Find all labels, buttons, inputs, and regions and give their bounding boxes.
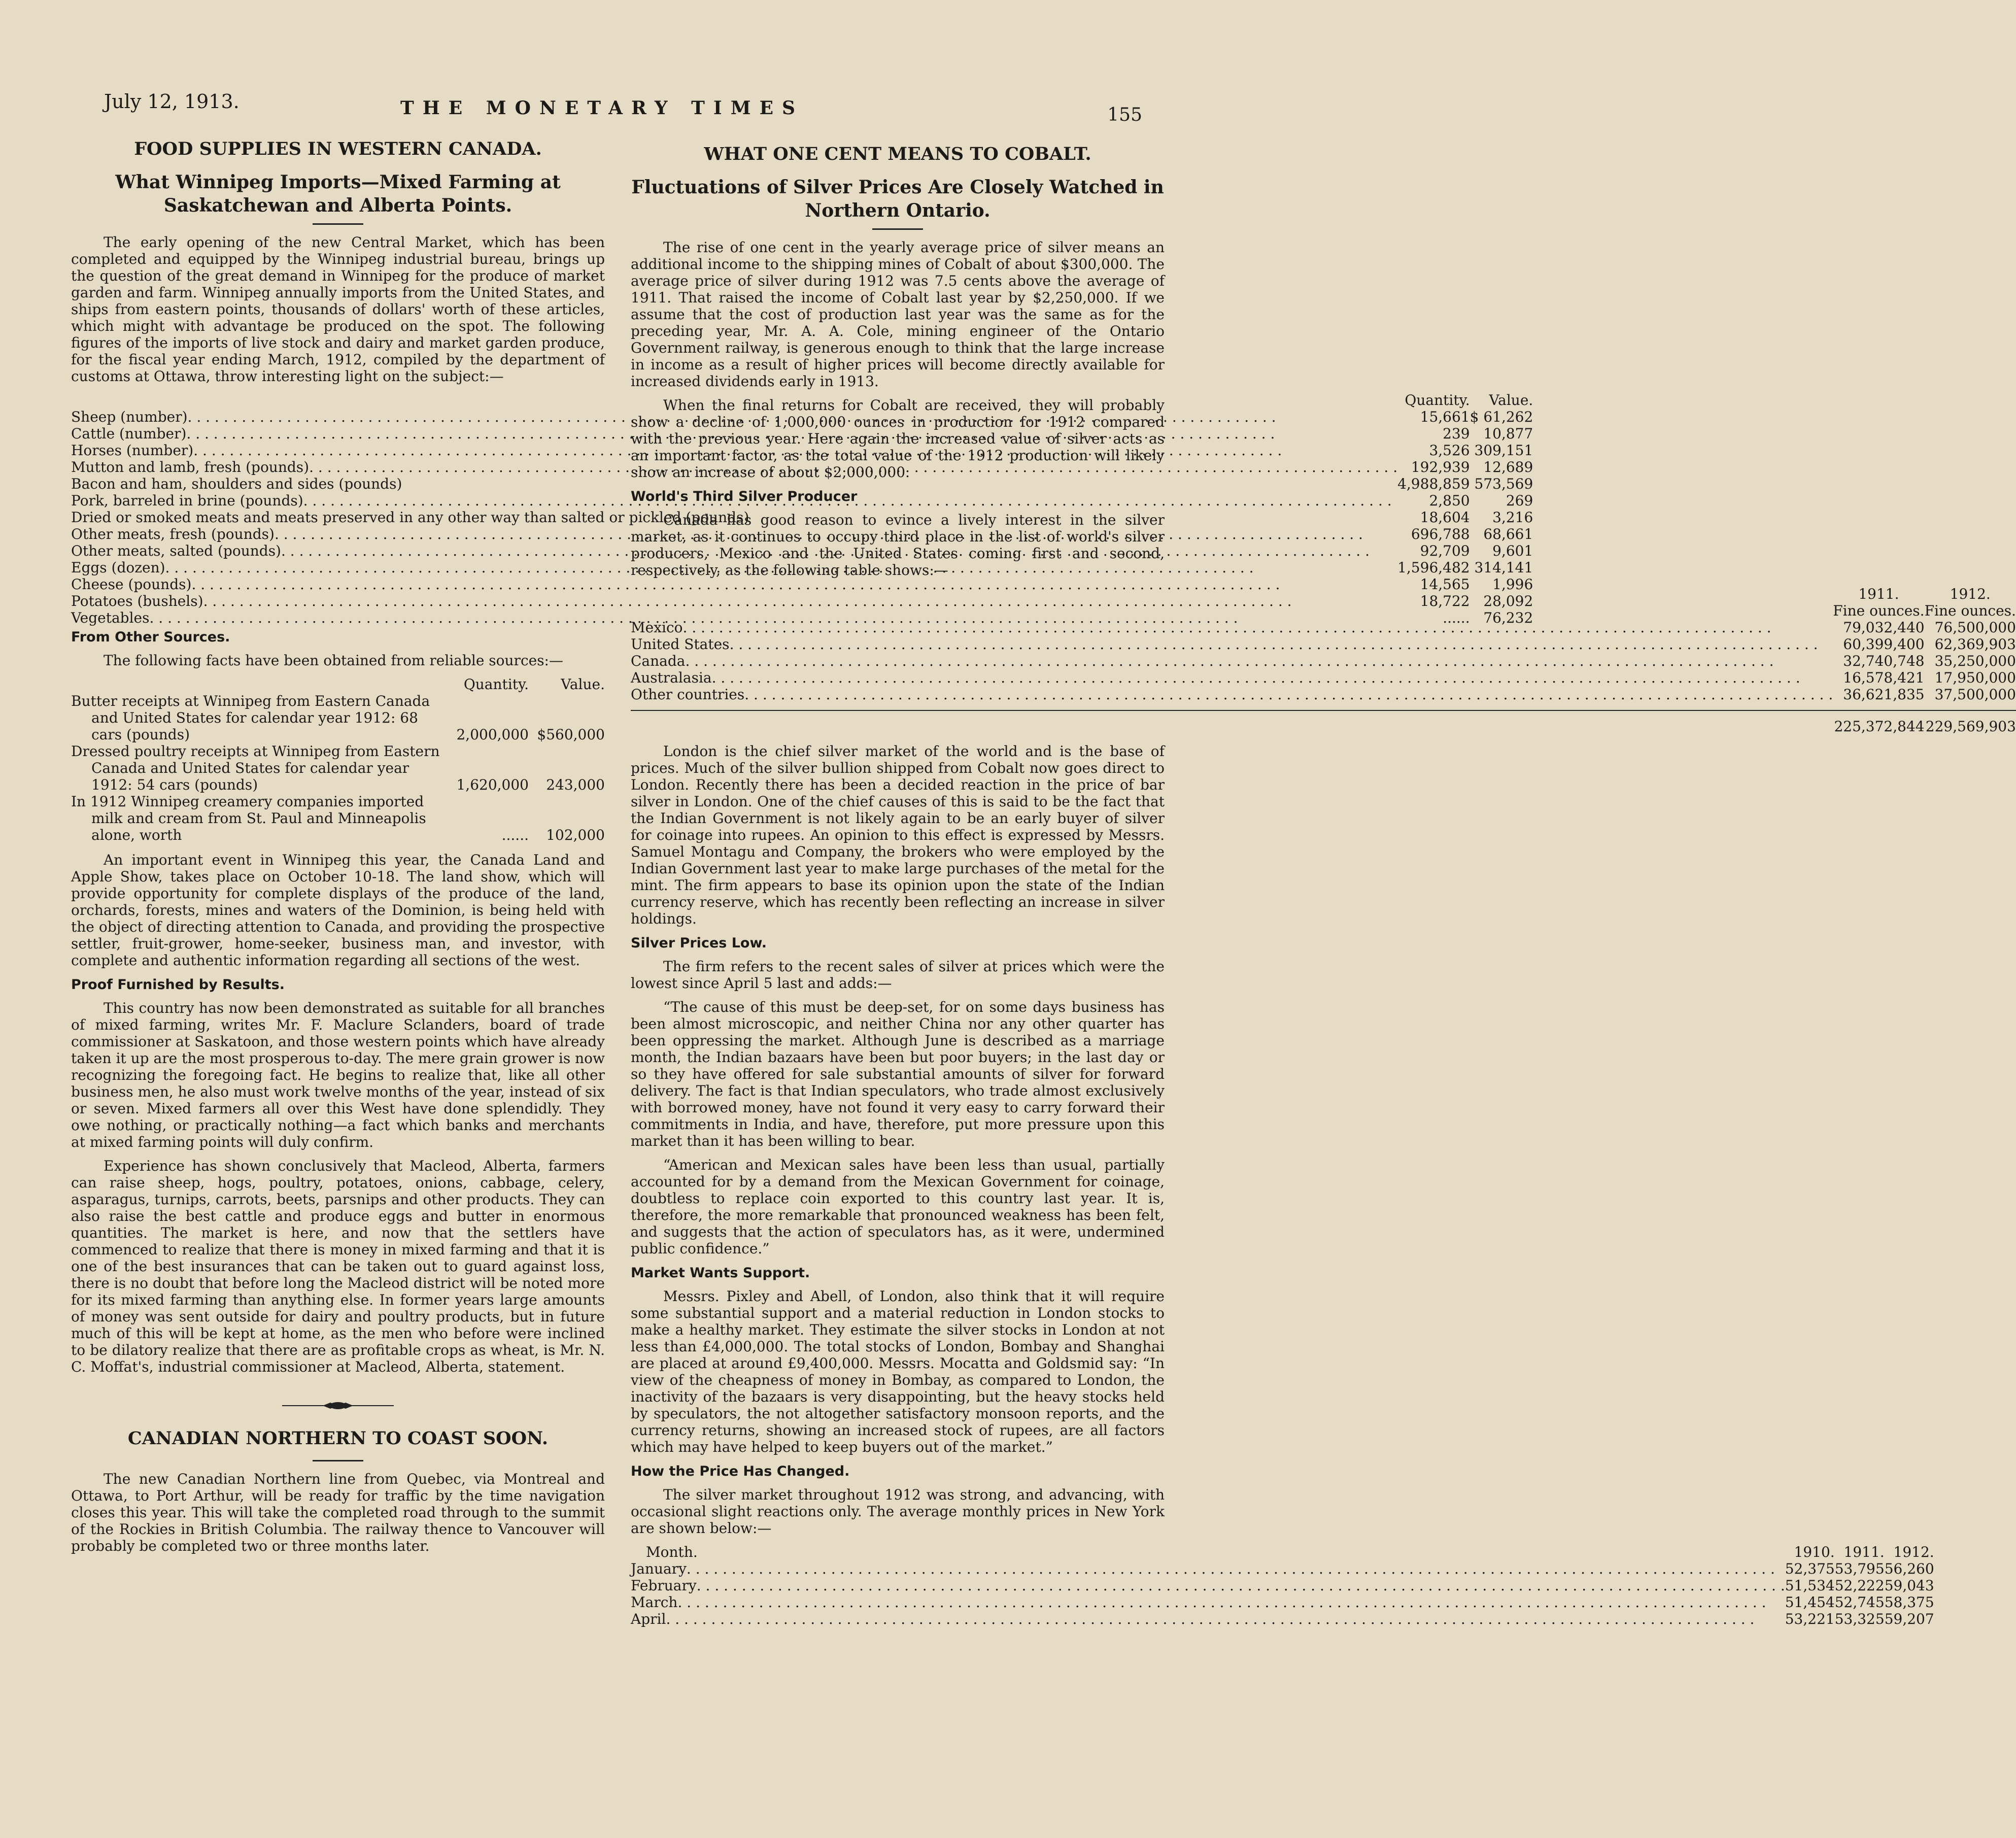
producer-1911: 60,399,400 — [1843, 636, 1925, 653]
producer-1911: 79,032,440 — [1843, 619, 1925, 636]
producer-country: Other countries — [631, 686, 745, 703]
producers-table — [631, 586, 2016, 735]
third-producer-heading: World's Third Silver Producer — [631, 489, 858, 504]
prices-low-quote-2: “American and Mexican sales have been less than usual, partially accounted for by a demand from the Mexican Government for coinage, doubtless to replace coin exported to this country last year. It is, therefore, the more remarkable that pronounced weakness has been felt, and suggests that the action of speculators has, as it were, undermined public confidence.” — [631, 1156, 1165, 1257]
table-row — [631, 686, 2016, 703]
other-sources-heading: From Other Sources. — [71, 629, 230, 645]
import-item: Eggs (dozen) — [71, 559, 165, 576]
producer-country-cell — [631, 653, 1833, 669]
producers-total-1911: 225,372,844 — [1833, 710, 1924, 735]
producer-country-leader — [631, 636, 1833, 653]
import-value: 1,996 — [1492, 576, 1533, 593]
producer-1912: 76,500,000 — [1934, 619, 2016, 636]
producer-country: Mexico — [631, 619, 683, 636]
producers-unit-1912: Fine ounces. — [1924, 602, 2016, 619]
import-quantity: 239 — [1443, 425, 1470, 442]
monthly-month-cell — [631, 1560, 1785, 1577]
table-row — [71, 793, 605, 843]
source-value: 102,000 — [546, 827, 605, 843]
import-value: 10,877 — [1483, 425, 1533, 442]
import-value: 9,601 — [1492, 542, 1533, 559]
import-item: Pork, barreled in brine (pounds) — [71, 492, 303, 509]
producer-country-cell — [631, 669, 1833, 686]
import-value: 76,232 — [1483, 609, 1533, 626]
producer-1911: 32,740,748 — [1843, 653, 1925, 669]
market-support-heading: Market Wants Support. — [631, 1265, 810, 1281]
source-item-cell — [71, 793, 453, 843]
table-row — [631, 653, 2016, 669]
table-row — [631, 636, 2016, 653]
import-item: Vegetables — [71, 609, 150, 626]
source-quantity: 1,620,000 — [456, 776, 529, 793]
import-quantity: 4,988,859 — [1397, 475, 1470, 492]
producers-header-1911: 1911. — [1858, 586, 1899, 602]
import-quantity: ...... — [1443, 609, 1470, 626]
producer-country: Australasia — [631, 669, 712, 686]
monthly-prices-table — [631, 1544, 1934, 1627]
import-value: 12,689 — [1483, 459, 1533, 475]
monthly-month: February — [631, 1577, 697, 1594]
other-sources-intro: The following facts have been obtained from reliable sources:— — [104, 652, 563, 669]
page-header — [0, 90, 1204, 126]
table-row — [631, 669, 2016, 686]
import-quantity: 192,939 — [1411, 459, 1470, 475]
monthly-month-leader — [631, 1594, 1785, 1611]
import-item: Other meats, salted (pounds) — [71, 542, 281, 559]
import-item: Mutton and lamb, fresh (pounds) — [71, 459, 310, 475]
import-item: Sheep (number) — [71, 409, 188, 425]
dot-leader — [744, 686, 1833, 703]
import-quantity: 92,709 — [1420, 542, 1470, 559]
producers-header-1912: 1912. — [1950, 586, 1991, 602]
import-item: Cheese (pounds) — [71, 576, 192, 593]
source-item: Dressed poultry receipts at Winnipeg from Eastern Canada and United States for calendar year 1912: 54 cars (pounds) — [71, 743, 440, 793]
article-title-railway: CANADIAN NORTHERN TO COAST SOON. — [127, 1428, 549, 1449]
monthly-month-leader — [631, 1560, 1785, 1577]
source-value: $560,000 — [537, 726, 605, 743]
table-row — [71, 693, 605, 743]
producer-country: Canada — [631, 653, 686, 669]
import-item: Cattle (number) — [71, 425, 187, 442]
producers-total-1912: 229,569,903 — [1925, 710, 2016, 735]
article-title-food: FOOD SUPPLIES IN WESTERN CANADA. — [134, 139, 542, 159]
source-quantity: 2,000,000 — [456, 726, 529, 743]
producer-country-leader — [631, 669, 1833, 686]
publication-title: THE MONETARY TIMES — [400, 97, 804, 119]
dot-leader — [685, 653, 1833, 669]
divider — [872, 228, 923, 230]
monthly-month-leader — [631, 1577, 1785, 1594]
producer-1911: 36,621,835 — [1843, 686, 1925, 703]
producer-country-cell — [631, 619, 1833, 636]
proof-paragraph-2: Experience has shown conclusively that Macleod, Alberta, farmers can raise sheep, hogs, poultry, potatoes, onions, cabbage, celery, asparagus, turnips, carrots, beets, parsnips and other products. They can also raise the best cattle and produce eggs and butter in enormous quantities. The market is here, and now that the settlers have commenced to realize that there is money in mixed farming and that it is one of the best insurances that can be taken out to guard against loss, there is no doubt that before long the Macleod district will be noted more for its mixed farming than anything else. In former years large amounts of money was sent outside for dairy and poultry products, but in future much of this will be kept at home, as the men who before were inclined to be dilatory realize that there are as profitable crops as wheat, is Mr. N. C. Moffat's, industrial commissioner at Macleod, Alberta, statement. — [71, 1158, 605, 1375]
cobalt-paragraph-2: When the final returns for Cobalt are received, they will probably show a decline of 1,000,000 ounces in production for 1912 compared with the previous year. Here again the increased value of silver acts as an important factor, as the total value of the 1912 production will likely show an increase of about $2,000,000. — [631, 397, 1165, 481]
prices-low-quote-1: “The cause of this must be deep-set, for on some days business has been almost microscopic, and neither China nor any other quarter has been oppressing the market. Although June is described as a marriage month, the Indian bazaars have been but poor buyers; in the last day or so they have offered for sale substantial amounts of silver for forward delivery. The fact is that Indian speculators, who trade almost exclusively with borrowed money, have not found it very easy to carry forward their commitments in India, and have, therefore, put more pressure upon this market than it has been willing to bear. — [631, 999, 1165, 1149]
dot-leader — [666, 1611, 1785, 1627]
import-value: 309,151 — [1474, 442, 1533, 459]
dot-leader — [683, 619, 1833, 636]
monthly-1910: 51,454 — [1785, 1594, 1835, 1611]
import-quantity: 696,788 — [1411, 526, 1470, 542]
monthly-1912: 59,207 — [1884, 1611, 1934, 1627]
monthly-1911: 53,325 — [1834, 1611, 1885, 1627]
monthly-month-cell — [631, 1577, 1785, 1594]
monthly-1910: 52,375 — [1785, 1560, 1835, 1577]
proof-heading: Proof Furnished by Results. — [71, 977, 285, 993]
source-item-cell — [71, 743, 453, 793]
price-changed-paragraph: The silver market throughout 1912 was strong, and advancing, with occasional slight reactions only. The average monthly prices in New York are shown below:— — [631, 1486, 1165, 1537]
divider — [313, 1460, 363, 1461]
other-header-value: Value. — [561, 676, 605, 693]
import-quantity: 14,565 — [1420, 576, 1470, 593]
monthly-1910: 53,221 — [1785, 1611, 1835, 1627]
import-quantity: 18,604 — [1420, 509, 1470, 526]
table-row — [631, 1577, 1934, 1594]
table-row — [71, 743, 605, 793]
source-quantity: ...... — [501, 827, 529, 843]
import-value: 68,661 — [1483, 526, 1533, 542]
producer-country-leader — [631, 686, 1833, 703]
monthly-header-1912: 1912. — [1893, 1544, 1934, 1560]
ornament-divider — [71, 1401, 605, 1413]
monthly-month-cell — [631, 1611, 1785, 1627]
dot-leader — [712, 669, 1833, 686]
table-row — [631, 619, 2016, 636]
producer-1912: 17,950,000 — [1934, 669, 2016, 686]
import-item: Dried or smoked meats and meats preserved in any other way than salted or pickled (pounds) — [71, 509, 749, 526]
source-value: 243,000 — [546, 776, 605, 793]
divider — [313, 223, 363, 225]
proof-paragraph-1: This country has now been demonstrated as suitable for all branches of mixed farming, writes Mr. F. Maclure Sclanders, board of trade commissioner at Saskatoon, and those western points which have already taken it up are the most prosperous to-day. The mere grain grower is now recognizing the foregoing fact. He begins to realize that, like all other business men, he also must work twelve months of the year, instead of six or seven. Mixed farmers all over this West have done splendidly. They owe nothing, or practically nothing—a fact which banks and merchants at mixed farming points will duly confirm. — [71, 1000, 605, 1150]
import-quantity: 2,850 — [1429, 492, 1470, 509]
railway-paragraph: The new Canadian Northern line from Quebec, via Montreal and Ottawa, to Port Arthur, will be ready for traffic by the time navigation closes this year. This will take the completed road through to the summit of the Rockies in British Columbia. The railway thence to Vancouver will probably be completed two or three months later. — [71, 1471, 605, 1554]
import-quantity: 18,722 — [1420, 593, 1470, 609]
producer-country-cell — [631, 636, 1833, 653]
market-support-paragraph: Messrs. Pixley and Abell, of London, also think that it will require some substantial support and a material reduction in London stocks to make a healthy market. They estimate the silver stocks in London at not less than £4,000,000. The total stocks of London, Bombay and Shanghai are placed at around £9,400,000. Messrs. Mocatta and Goldsmid say: “In view of the cheapness of money in Bombay, as compared to London, the inactivity of the bazaars is very disappointing, but the heavy stocks held by speculators, the not altogether satisfactory monsoon reports, and the currency returns, showing an increased stock of rupees, are all factors which may have helped to keep buyers out of the market.” — [631, 1288, 1165, 1455]
issue-date: July 12, 1913. — [104, 90, 240, 113]
source-item-cell — [71, 693, 453, 743]
source-item: In 1912 Winnipeg creamery companies imported milk and cream from St. Paul and Minneapolis alone, worth — [71, 793, 426, 843]
producer-1911: 16,578,421 — [1843, 669, 1925, 686]
monthly-1911: 53,795 — [1834, 1560, 1885, 1577]
monthly-month: March — [631, 1594, 678, 1611]
producer-country-leader — [631, 619, 1833, 636]
price-changed-heading: How the Price Has Changed. — [631, 1463, 850, 1479]
producers-unit-1911: Fine ounces. — [1833, 602, 1925, 619]
import-value: 314,141 — [1474, 559, 1533, 576]
monthly-header-1910: 1910. — [1794, 1544, 1835, 1560]
table-row — [631, 1560, 1934, 1577]
import-value: 3,216 — [1492, 509, 1533, 526]
monthly-header-month: Month. — [646, 1544, 698, 1560]
import-value: 573,569 — [1474, 475, 1533, 492]
dot-leader — [730, 636, 1833, 653]
import-value: $ 61,262 — [1470, 409, 1533, 425]
dot-leader — [687, 1560, 1785, 1577]
monthly-1912: 59,043 — [1884, 1577, 1934, 1594]
monthly-1911: 52,222 — [1834, 1577, 1885, 1594]
import-quantity: 1,596,482 — [1397, 559, 1470, 576]
producer-country: United States — [631, 636, 730, 653]
monthly-1912: 56,260 — [1884, 1560, 1934, 1577]
producer-1912: 37,500,000 — [1934, 686, 2016, 703]
other-sources-table — [71, 676, 605, 843]
imports-header-value: Value. — [1489, 392, 1533, 409]
imports-header-quantity: Quantity. — [1405, 392, 1470, 409]
table-row — [631, 1611, 1934, 1627]
article-subtitle-food: What Winnipeg Imports—Mixed Farming at Saskatchewan and Alberta Points. — [115, 172, 561, 216]
dot-leader — [697, 1577, 1785, 1594]
monthly-month-leader — [631, 1611, 1785, 1627]
import-quantity: 15,661 — [1420, 409, 1470, 425]
producer-country-leader — [631, 653, 1833, 669]
monthly-month: April — [631, 1611, 666, 1627]
prices-low-heading: Silver Prices Low. — [631, 935, 767, 951]
monthly-1910: 51,534 — [1785, 1577, 1835, 1594]
table-row — [631, 1594, 1934, 1611]
import-item: Bacon and ham, shoulders and sides (pounds) — [71, 475, 402, 492]
other-header-quantity: Quantity. — [463, 676, 529, 693]
cobalt-paragraph-1: The rise of one cent in the yearly average price of silver means an additional income to the shipping mines of Cobalt of about $300,000. The average price of silver during 1912 was 7.5 cents above the average of 1911. That raised the income of Cobalt last year by $2,250,000. If we assume that the cost of production last year was the same as for the preceding year, Mr. A. A. Cole, mining engineer of the Ontario Government railway, is generous enough to think that the large increase in income as a result of higher prices will become directly available for increased dividends early in 1913. — [631, 239, 1165, 390]
article-subtitle-cobalt: Fluctuations of Silver Prices Are Closely Watched in Northern Ontario. — [631, 177, 1164, 221]
page-number: 155 — [1107, 105, 1142, 125]
monthly-month: January — [631, 1560, 687, 1577]
article-title-cobalt: WHAT ONE CENT MEANS TO COBALT. — [704, 144, 1091, 164]
monthly-header-1911: 1911. — [1843, 1544, 1885, 1560]
import-item: Potatoes (bushels) — [71, 593, 203, 609]
food-intro: The early opening of the new Central Market, which has been completed and equipped by the Winnipeg industrial bureau, brings up the question of the great demand in Winnipeg for the produce of market garden and farm. Winnipeg annually imports from the United States, and ships from eastern points, thousands of dollars' worth of these articles, which might with advantage be produced on the spot. The following figures of the imports of live stock and dairy and market garden produce, for the fiscal year ending March, 1912, compiled by the department of customs at Ottawa, throw interesting light on the subject:— — [71, 234, 605, 385]
source-item: Butter receipts at Winnipeg from Eastern Canada and United States for calendar year 1912: 68 cars (pounds) — [71, 693, 430, 743]
london-paragraph: London is the chief silver market of the world and is the base of prices. Much of the silver bullion shipped from Cobalt now goes direct to London. Recently there has been a decided reaction in the price of bar silver in London. One of the chief causes of this is said to be the fact that the Indian Government is not likely again to be an early buyer of silver for coinage into rupees. An opinion to this effect is expressed by Messrs. Samuel Montagu and Company, the brokers who were employed by the Indian Government last year to make large purchases of the metal for the mint. The firm appears to base its opinion upon the state of the Indian currency reserve, which has recently been reflecting an increase in silver holdings. — [631, 743, 1165, 927]
monthly-1911: 52,745 — [1834, 1594, 1885, 1611]
producer-1912: 62,369,903 — [1934, 636, 2016, 653]
import-quantity: 3,526 — [1429, 442, 1470, 459]
import-item: Horses (number) — [71, 442, 194, 459]
monthly-1912: 58,375 — [1884, 1594, 1934, 1611]
third-producer-paragraph: Canada has good reason to evince a lively interest in the silver market, as it continues to occupy third place in the list of world's silver producers, Mexico and the United States coming first and second, respectively, as the following table shows:— — [631, 512, 1165, 578]
land-show-paragraph: An important event in Winnipeg this year, the Canada Land and Apple Show, takes place on October 10-18. The land show, which will provide opportunity for complete displays of the produce of the land, orchards, forests, mines and waters of the Dominion, is being held with the object of directing attention to Canada, and providing the prospective settler, fruit-grower, home-seeker, business man, and investor, with complete and authentic information regarding all sections of the west. — [71, 852, 605, 969]
producer-1912: 35,250,000 — [1934, 653, 2016, 669]
import-value: 28,092 — [1483, 593, 1533, 609]
import-item: Other meats, fresh (pounds) — [71, 526, 275, 542]
prices-low-paragraph: The firm refers to the recent sales of silver at prices which were the lowest since April 5 last and adds:— — [631, 958, 1165, 992]
producer-country-cell — [631, 686, 1833, 703]
dot-leader — [677, 1594, 1785, 1611]
monthly-month-cell — [631, 1594, 1785, 1611]
import-value: 269 — [1506, 492, 1533, 509]
